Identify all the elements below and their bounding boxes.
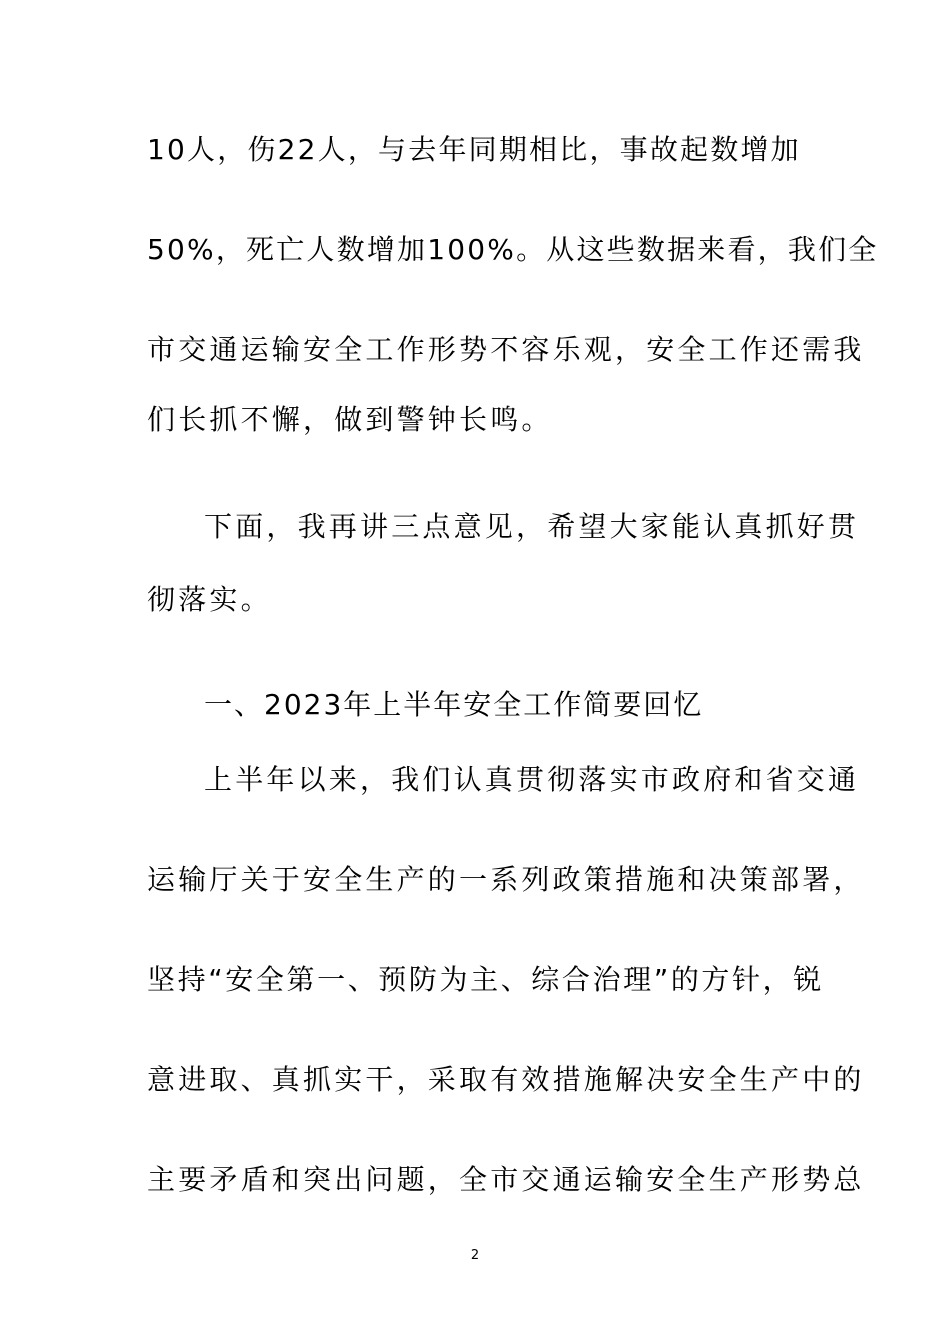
body-text-line: 坚持“安全第一、预防为主、综合治理”的方针，锐 xyxy=(147,963,824,996)
body-text-line: 50%，死亡人数增加100%。从这些数据来看，我们全 xyxy=(147,233,879,266)
body-text-line: 彻落实。 xyxy=(147,583,272,616)
body-text-line: 们长抓不懈，做到警钟长鸣。 xyxy=(147,403,553,436)
body-text-line: 运输厅关于安全生产的一系列政策措施和决策部署， xyxy=(147,863,865,896)
section-heading: 一、2023年上半年安全工作简要回忆 xyxy=(204,688,704,721)
body-text-line: 市交通运输安全工作形势不容乐观，安全工作还需我 xyxy=(147,333,865,366)
body-text-line: 意进取、真抓实干，采取有效措施解决安全生产中的 xyxy=(147,1063,865,1096)
page-number: 2 xyxy=(470,1248,480,1263)
paragraph-start-line: 上半年以来，我们认真贯彻落实市政府和省交通 xyxy=(204,763,860,796)
paragraph-start-line: 下面，我再讲三点意见，希望大家能认真抓好贯 xyxy=(204,510,860,543)
body-text-line: 主要矛盾和突出问题，全市交通运输安全生产形势总 xyxy=(147,1163,865,1196)
body-text-line: 10人，伤22人，与去年同期相比，事故起数增加 xyxy=(147,133,801,166)
